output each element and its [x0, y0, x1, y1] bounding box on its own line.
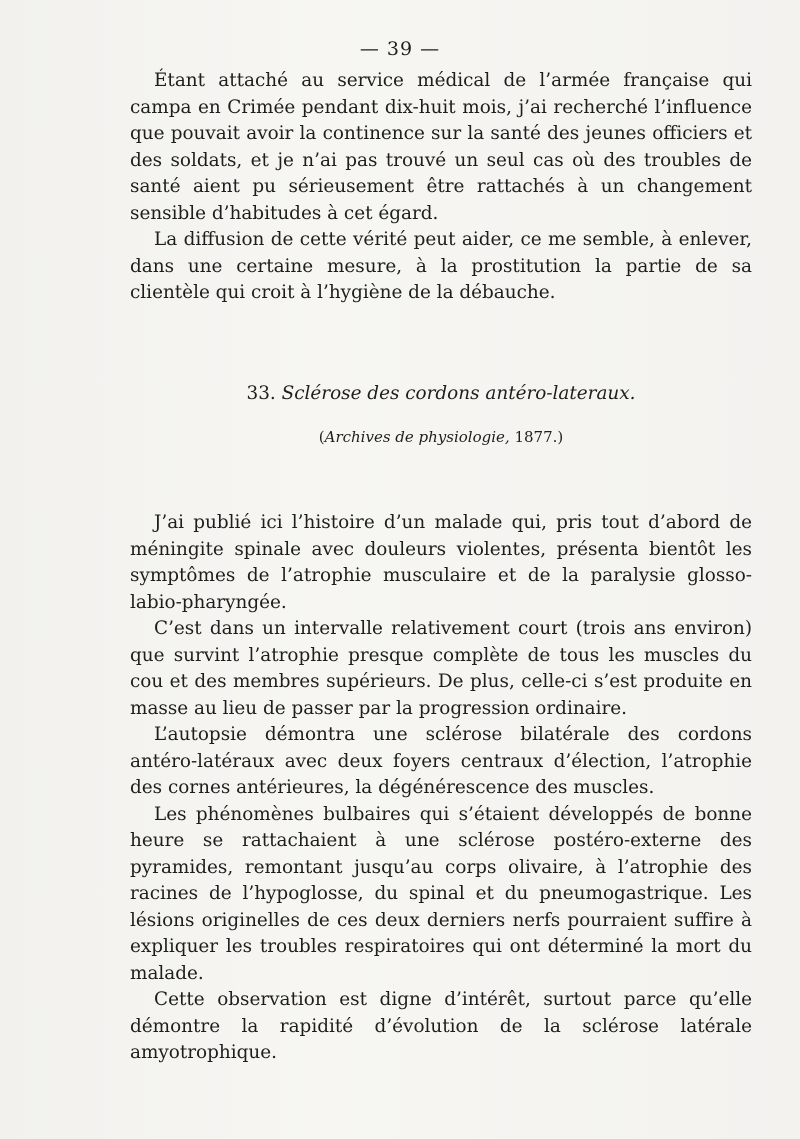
- paragraph: J’ai publié ici l’histoire d’un malade qui, pris tout d’abord de méningite spinale avec douleurs violentes, présenta bientôt les symptômes de l’atrophie musculaire et de la paralysie glosso-labio-pharyngée.: [130, 512, 752, 613]
- source-journal: Archives de physiologie,: [324, 428, 510, 446]
- section-heading: [130, 383, 752, 404]
- section-title: Sclérose des cordons antéro-lateraux.: [281, 383, 636, 404]
- paragraph: C’est dans un intervalle relativement court (trois ans environ) que survint l’atrophie presque complète de tous les muscles du cou et des membres supérieurs. De plus, celle-ci s’est produite en masse au lieu de passer par la progression ordinaire.: [130, 618, 752, 719]
- source-year: 1877.): [509, 428, 564, 446]
- paragraph: L’autopsie démontra une sclérose bilatérale des cordons antéro-latéraux avec deux foyers centraux d’élection, l’atrophie des cornes antérieures, la dégénérescence des muscles.: [130, 724, 752, 798]
- page-number: — 39 —: [359, 38, 441, 60]
- paragraph: Cette observation est digne d’intérêt, surtout parce qu’elle démontre la rapidité d’évolution de la sclérose latérale amyotrophique.: [130, 989, 752, 1063]
- section-source: [130, 428, 752, 446]
- paragraph: Étant attaché au service médical de l’armée française qui campa en Crimée pendant dix-huit mois, j’ai recherché l’influence que pouvait avoir la continence sur la santé des jeunes officiers et des soldats, et je n’ai pas trouvé un seul cas où des troubles de santé aient pu sérieusement être rattachés à un changement sensible d’habitudes à cet égard.: [130, 70, 752, 224]
- paragraph: Les phénomènes bulbaires qui s’étaient développés de bonne heure se rattachaient à une sclérose postéro-externe des pyramides, remontant jusqu’au corps olivaire, à l’atrophie des racines de l’hypoglosse, du spinal et du pneumogastrique. Les lésions originelles de ces deux derniers nerfs pourraient suffire à expliquer les troubles respiratoires qui ont déterminé la mort du malade.: [130, 803, 752, 984]
- section-text: [130, 510, 752, 1067]
- section-number: 33.: [246, 383, 276, 404]
- paragraph: La diffusion de cette vérité peut aider, ce me semble, à enlever, dans une certaine mesure, à la prostitution la partie de sa clientèle qui croit à l’hygiène de la débauche.: [130, 229, 752, 303]
- source-open: (: [318, 428, 325, 446]
- intro-text: [130, 68, 752, 307]
